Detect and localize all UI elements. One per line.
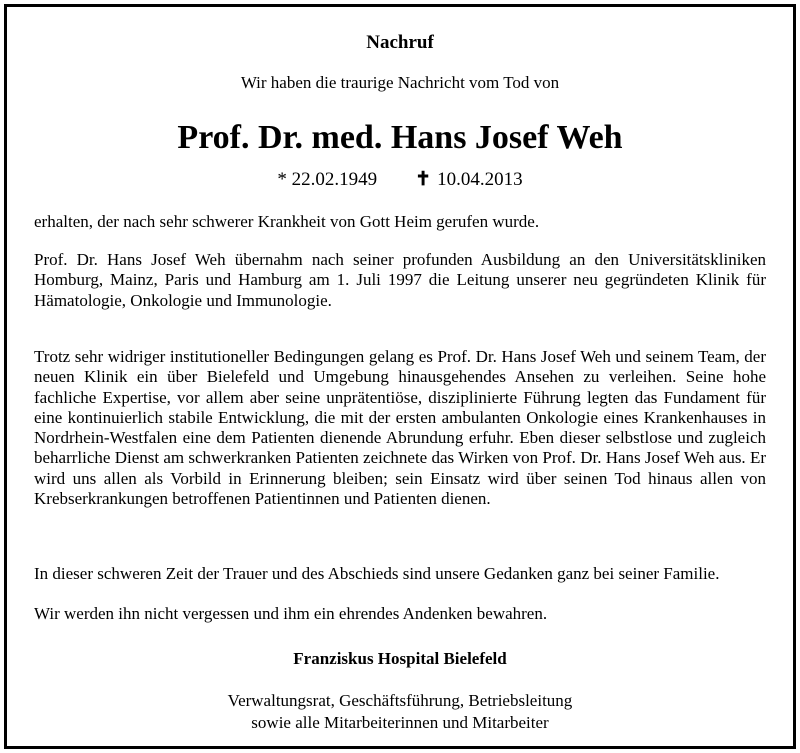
paragraph-tribute: Trotz sehr widriger institutioneller Bedingungen gelang es Prof. Dr. Hans Josef Weh und seinem Team, der neuen Klinik ein über Bielefeld und Umgebung hinausgehendes Ansehen zu verleihen. Seine hohe fachliche Expertise, vor allem aber seine unprätentiöse, disziplinierte Führung legten das Fundament für eine kontinuierlich stabile Entwicklung, die mit der ersten ambulanten Onkologie eines Krankenhauses in Nordrhein-Westfalen eine dem Patienten dienende Abrundung erfuhr. Eben dieser selbstlose und zugleich beharrliche Dienst am schwerkranken Patienten zeichnete das Wirken von Prof. Dr. Hans Josef Weh aus. Er wird uns allen als Vorbild in Erinnerung bleiben; sein Einsatz wird über seinen Tod hinaus allen von Krebserkrankungen betroffenen Patientinnen und Patienten dienen. (34, 347, 766, 509)
paragraph-career: Prof. Dr. Hans Josef Weh übernahm nach seiner profunden Ausbildung an den Universitätskliniken Homburg, Mainz, Paris und Hamburg am 1. Juli 1997 die Leitung unserer neu gegründeten Klinik für Hämatologie, Onkologie und Immunologie. (34, 250, 766, 310)
notice-heading: Nachruf (366, 32, 434, 53)
birth-date: * 22.02.1949 (277, 169, 378, 190)
life-dates (7, 168, 793, 191)
paragraph-remembrance: Wir werden ihn nicht vergessen und ihm ein ehrendes Andenken bewahren. (34, 604, 548, 623)
signature-organization: Franziskus Hospital Bielefeld (293, 649, 507, 668)
obituary-notice (4, 4, 796, 749)
deceased-name: Prof. Dr. med. Hans Josef Weh (177, 119, 623, 156)
signature-line-2: sowie alle Mitarbeiterinnen und Mitarbeiter (251, 713, 549, 732)
signature-line-1: Verwaltungsrat, Geschäftsführung, Betriebsleitung (227, 691, 573, 710)
cross-icon: ✝ (415, 169, 432, 190)
paragraph-condolence: In dieser schweren Zeit der Trauer und des Abschieds sind unsere Gedanken ganz bei seiner Familie. (34, 564, 720, 583)
paragraph-intro-continued: erhalten, der nach sehr schwerer Krankheit von Gott Heim gerufen wurde. (34, 212, 540, 231)
intro-line: Wir haben die traurige Nachricht vom Tod von (240, 73, 560, 92)
death-date: 10.04.2013 (437, 169, 523, 190)
